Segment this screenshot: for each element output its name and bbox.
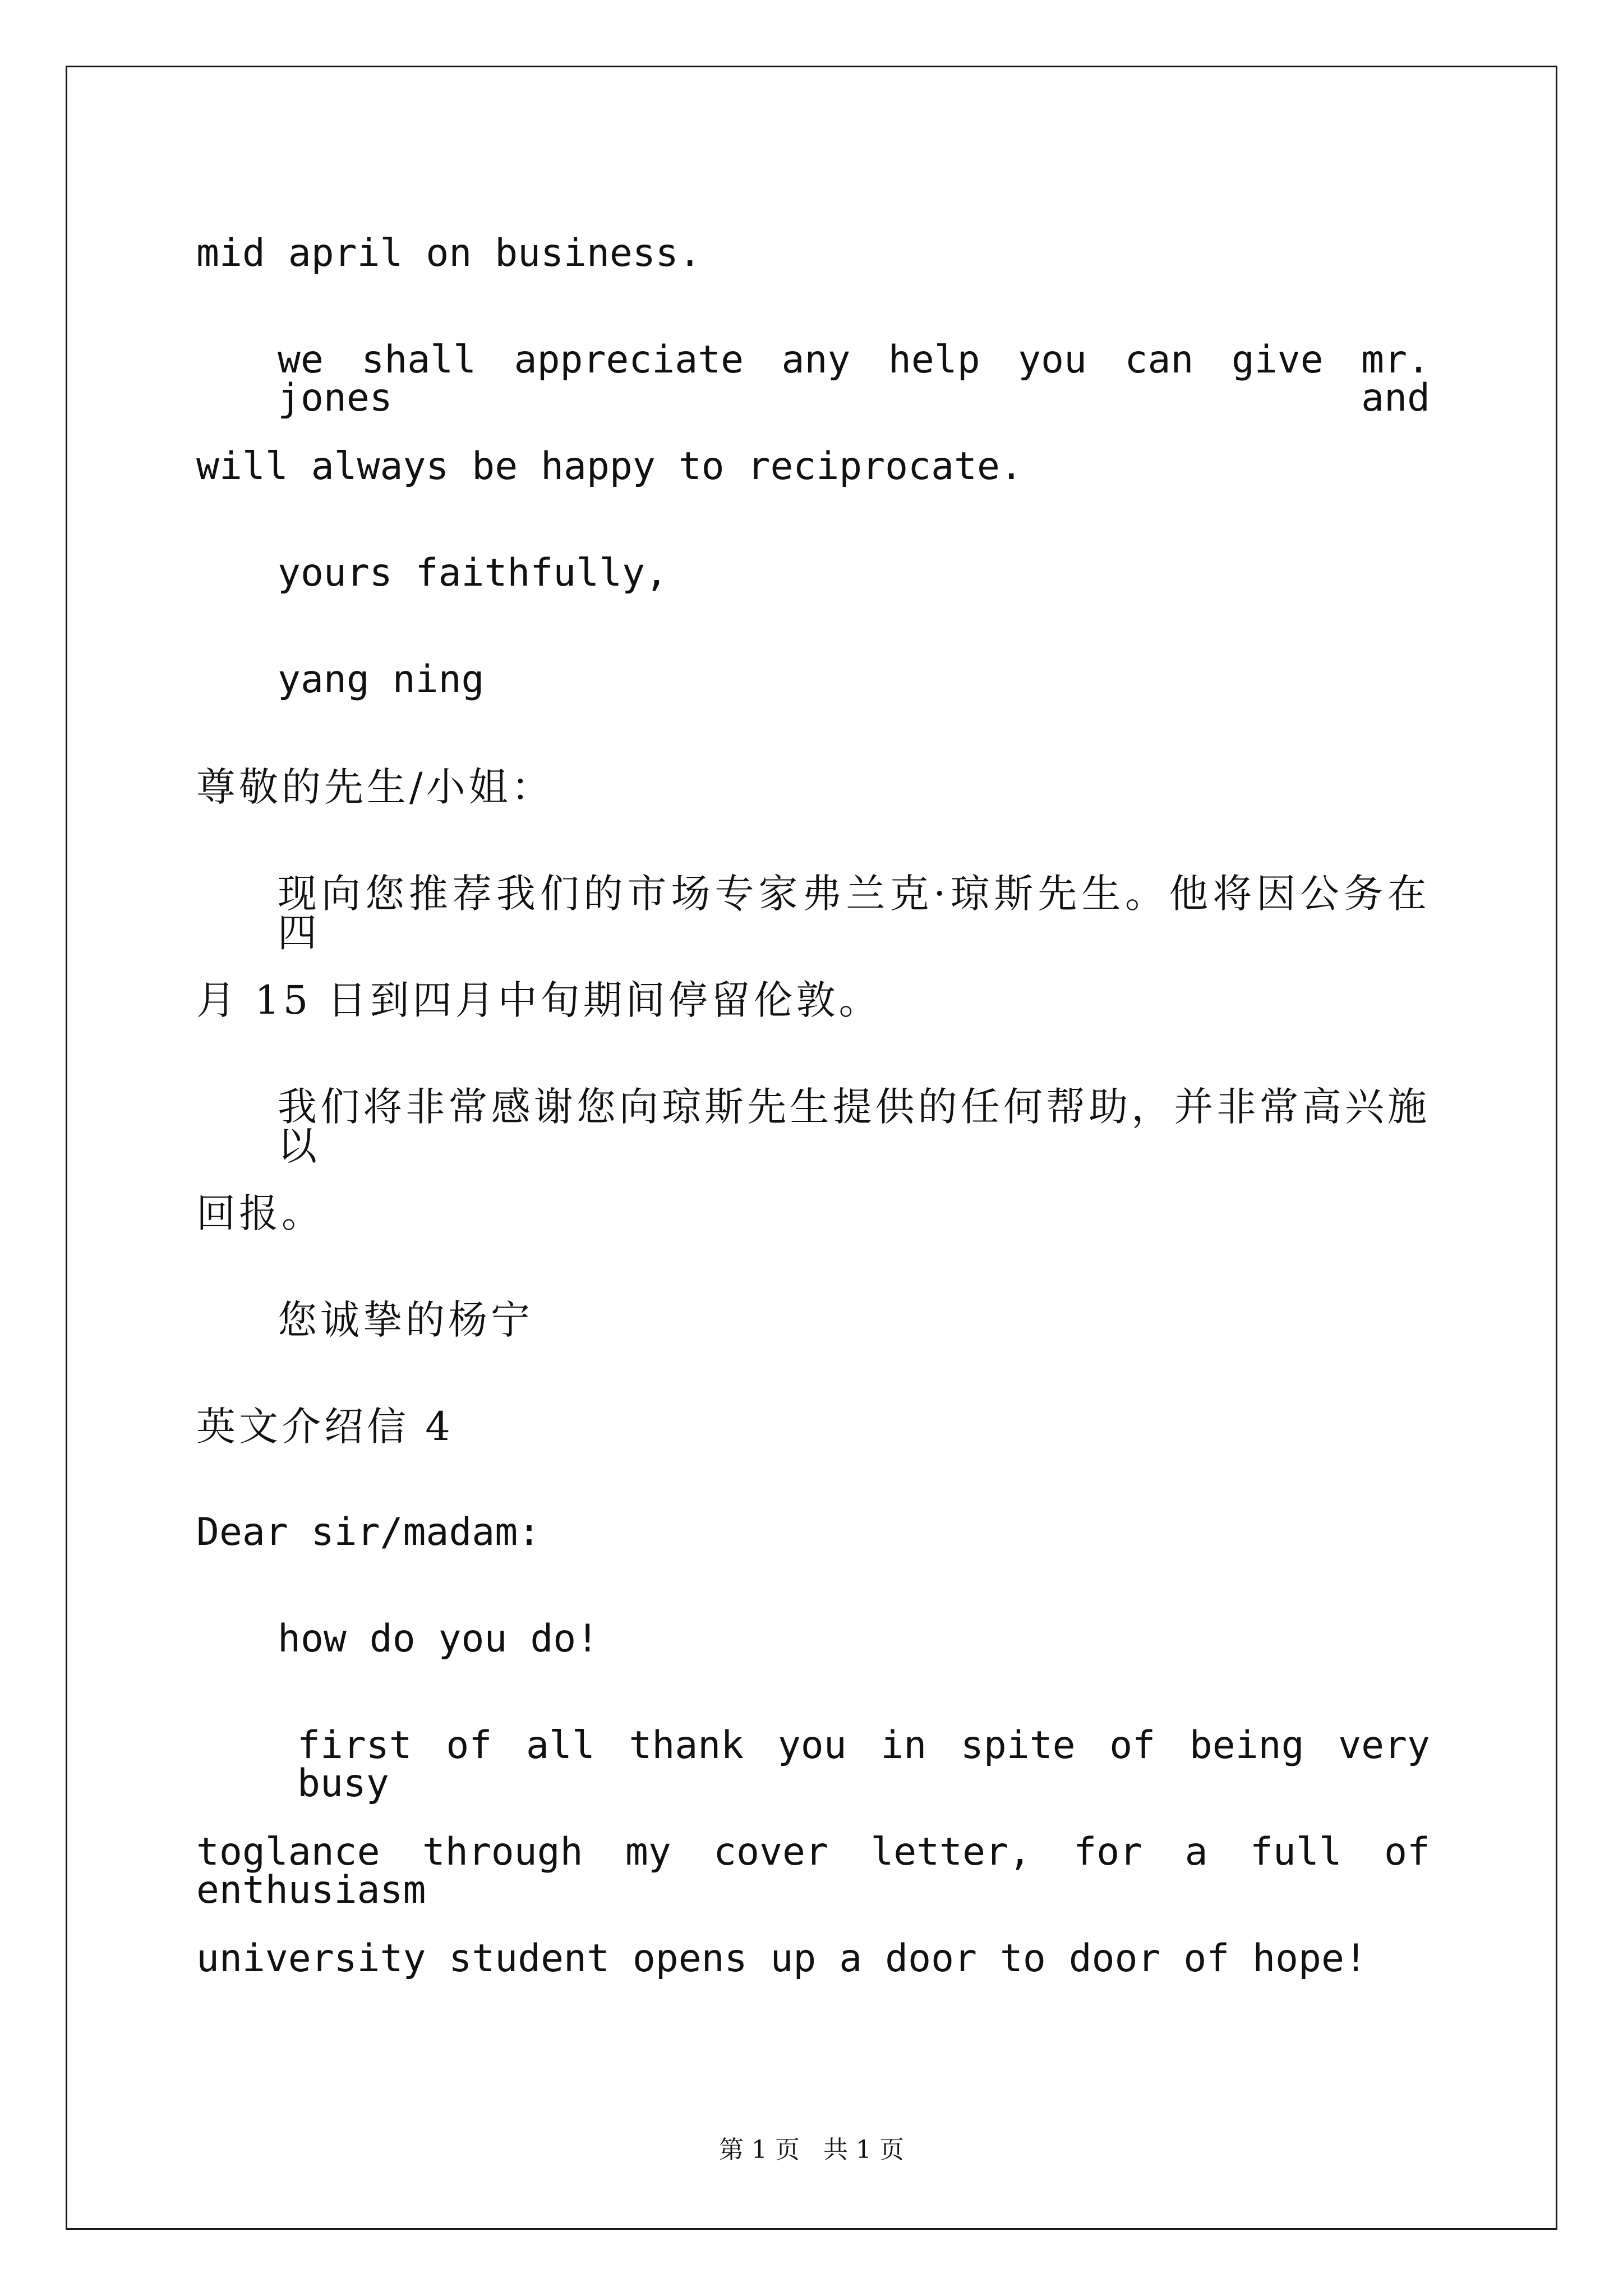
text-line: yours faithfully,: [278, 551, 668, 595]
text-line: will always be happy to reciprocate.: [196, 444, 1023, 489]
text-line: we shall appreciate any help you can give mr. jones and: [278, 338, 1430, 420]
text-line-cn: 我们将非常感谢您向琼斯先生提供的任何帮助，并非常高兴施以: [278, 1084, 1430, 1169]
text-line: yang ning: [278, 657, 485, 702]
text-line: how do you do!: [278, 1617, 600, 1661]
page-number-footer: 第 1 页 共 1 页: [719, 2136, 904, 2164]
section-heading: 英文介绍信 4: [196, 1404, 454, 1450]
text-line-cn: 回报。: [196, 1190, 324, 1236]
text-line: university student opens up a door to door of hope!: [196, 1936, 1367, 1981]
signature-cn: 您诚挚的杨宁: [278, 1297, 533, 1343]
text-line: mid april on business.: [196, 231, 702, 275]
text-line: toglance through my cover letter, for a full of enthusiasm: [196, 1830, 1430, 1912]
text-line-cn: 月 15 日到四月中旬期间停留伦敦。: [196, 977, 882, 1023]
salutation: Dear sir/madam:: [196, 1510, 541, 1554]
text-line-cn: 现向您推荐我们的市场专家弗兰克·琼斯先生。他将因公务在四: [278, 871, 1430, 956]
salutation-cn: 尊敬的先生/小姐：: [196, 764, 554, 810]
text-line: first of all thank you in spite of being very busy: [297, 1723, 1430, 1806]
